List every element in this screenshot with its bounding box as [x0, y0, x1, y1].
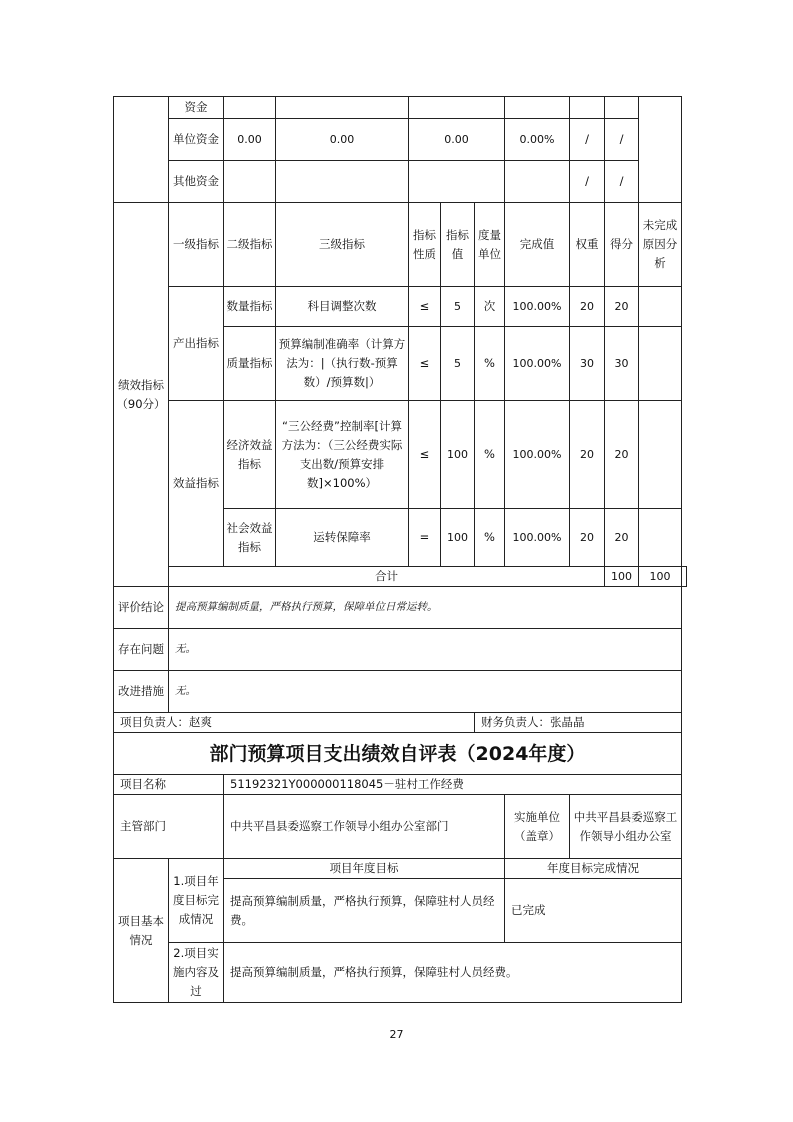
- header-weight: 权重: [570, 203, 605, 287]
- goal-label: 1.项目年度目标完成情况: [169, 859, 224, 943]
- indicator-done: 100.00%: [505, 401, 570, 509]
- funding-value: 0.00: [409, 119, 505, 161]
- dept-name: 中共平昌县委巡察工作领导小组办公室部门: [224, 795, 505, 859]
- indicator-score: 30: [605, 327, 639, 401]
- indicator-done: 100.00%: [505, 287, 570, 327]
- funding-label: 资金: [169, 97, 224, 119]
- total-label: 合计: [169, 567, 605, 587]
- indicator-weight: 20: [570, 287, 605, 327]
- indicator-level2: 社会效益指标: [224, 509, 276, 567]
- indicator-level2: 经济效益指标: [224, 401, 276, 509]
- indicator-nature: ≤: [409, 401, 441, 509]
- project-name-label: 项目名称: [114, 775, 224, 795]
- indicator-level3: 运转保障率: [276, 509, 409, 567]
- indicator-unit: %: [475, 509, 505, 567]
- header-done: 完成值: [505, 203, 570, 287]
- indicator-weight: 20: [570, 401, 605, 509]
- indicator-done: 100.00%: [505, 509, 570, 567]
- improve-label: 改进措施: [114, 671, 169, 713]
- indicator-nature: ≤: [409, 327, 441, 401]
- funding-label: 其他资金: [169, 161, 224, 203]
- funding-value: /: [605, 161, 639, 203]
- header-value: 指标值: [441, 203, 475, 287]
- funding-side-cell: [114, 97, 169, 203]
- performance-table: [113, 96, 687, 1003]
- indicator-done: 100.00%: [505, 327, 570, 401]
- dept-label: 主管部门: [114, 795, 224, 859]
- page-number: 27: [389, 1028, 404, 1041]
- indicator-score: 20: [605, 509, 639, 567]
- improve-text: 无。: [169, 671, 682, 713]
- goal-header: 项目年度目标: [224, 859, 505, 879]
- total-score: 100: [639, 567, 682, 587]
- benefit-indicator-label: 效益指标: [169, 401, 224, 567]
- impl-unit: 中共平昌县委巡察工作领导小组办公室: [570, 795, 682, 859]
- goal-done-header: 年度目标完成情况: [505, 859, 682, 879]
- content-text: 提高预算编制质量，严格执行预算，保障驻村人员经费。: [224, 943, 682, 1003]
- indicator-level2: 数量指标: [224, 287, 276, 327]
- problem-text: 无。: [169, 629, 682, 671]
- indicator-unit: 次: [475, 287, 505, 327]
- indicator-weight: 30: [570, 327, 605, 401]
- header-level1: 一级指标: [169, 203, 224, 287]
- indicator-value: 5: [441, 287, 475, 327]
- goal-done-text: 已完成: [505, 879, 682, 943]
- total-weight: 100: [605, 567, 639, 587]
- indicator-value: 100: [441, 401, 475, 509]
- goal-text: 提高预算编制质量，严格执行预算，保障驻村人员经费。: [224, 879, 505, 943]
- funding-value: /: [570, 119, 605, 161]
- funding-value: 0.00: [276, 119, 409, 161]
- indicator-level3: 科目调整次数: [276, 287, 409, 327]
- header-level3: 三级指标: [276, 203, 409, 287]
- indicator-score: 20: [605, 287, 639, 327]
- perf-side-label: 绩效指标（90分）: [114, 203, 169, 587]
- project-owner: 项目负责人：赵爽: [114, 713, 475, 733]
- header-nature: 指标性质: [409, 203, 441, 287]
- funding-value: /: [570, 161, 605, 203]
- funding-value: /: [605, 119, 639, 161]
- header-level2: 二级指标: [224, 203, 276, 287]
- indicator-nature: =: [409, 509, 441, 567]
- indicator-level3: “三公经费”控制率[计算方法为：（三公经费实际支出数/预算安排数]×100%）: [276, 401, 409, 509]
- header-unit: 度量单位: [475, 203, 505, 287]
- header-score: 得分: [605, 203, 639, 287]
- conclusion-text: 提高预算编制质量，严格执行预算，保障单位日常运转。: [169, 587, 682, 629]
- indicator-score: 20: [605, 401, 639, 509]
- funding-label: 单位资金: [169, 119, 224, 161]
- problem-label: 存在问题: [114, 629, 169, 671]
- funding-value: 0.00: [224, 119, 276, 161]
- header-reason: 未完成原因分析: [639, 203, 682, 287]
- indicator-level2: 质量指标: [224, 327, 276, 401]
- impl-unit-label: 实施单位（盖章）: [505, 795, 570, 859]
- funding-rate: 0.00%: [505, 119, 570, 161]
- indicator-value: 5: [441, 327, 475, 401]
- form-title: 部门预算项目支出绩效自评表（2024年度）: [114, 733, 682, 775]
- basic-info-label: 项目基本情况: [114, 859, 169, 1003]
- indicator-value: 100: [441, 509, 475, 567]
- indicator-level3: 预算编制准确率（计算方法为：|（执行数-预算数）/预算数|）: [276, 327, 409, 401]
- indicator-weight: 20: [570, 509, 605, 567]
- indicator-unit: %: [475, 401, 505, 509]
- output-indicator-label: 产出指标: [169, 287, 224, 401]
- indicator-nature: ≤: [409, 287, 441, 327]
- conclusion-label: 评价结论: [114, 587, 169, 629]
- project-name: 51192321Y000000118045－驻村工作经费: [224, 775, 682, 795]
- content-label: 2.项目实施内容及过: [169, 943, 224, 1003]
- finance-owner: 财务负责人：张晶晶: [475, 713, 682, 733]
- indicator-unit: %: [475, 327, 505, 401]
